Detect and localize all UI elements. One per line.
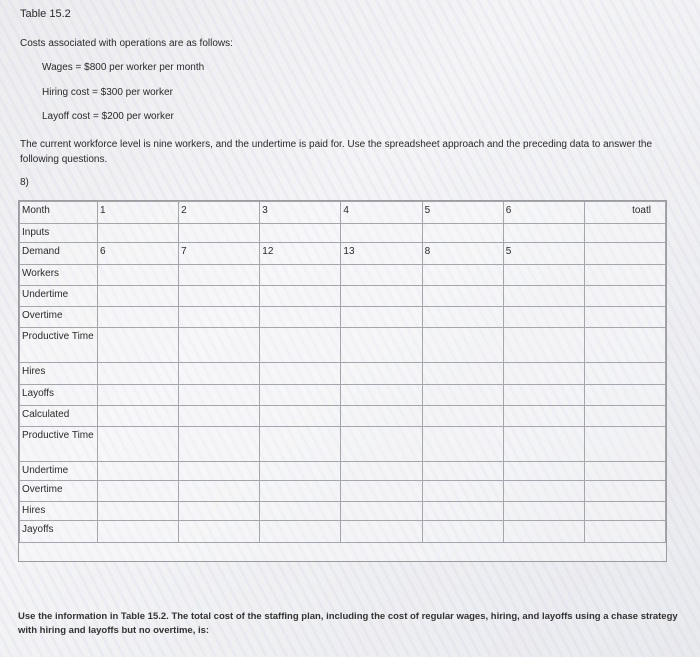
layoff-cost: Layoff cost = $200 per worker — [42, 111, 174, 122]
sheet-cell[interactable] — [179, 521, 260, 543]
table-title: Table 15.2 — [20, 8, 71, 20]
problem-statement — [0, 0, 700, 196]
sheet-cell[interactable] — [260, 521, 341, 543]
sheet-cell[interactable] — [341, 286, 422, 307]
sheet-cell[interactable] — [503, 521, 584, 543]
sheet-cell[interactable] — [179, 462, 260, 481]
sheet-cell[interactable] — [98, 328, 179, 363]
sheet-cell[interactable] — [179, 481, 260, 502]
sheet-cell[interactable] — [98, 427, 179, 462]
sheet-cell[interactable] — [260, 328, 341, 363]
table-row — [20, 481, 666, 502]
header-col-2[interactable]: 2 — [179, 202, 260, 224]
header-col-5[interactable]: 5 — [422, 202, 503, 224]
sheet-cell[interactable]: 7 — [179, 243, 260, 265]
sheet-cell[interactable] — [503, 224, 584, 243]
sheet-cell[interactable] — [422, 286, 503, 307]
sheet-cell[interactable] — [584, 286, 665, 307]
sheet-cell[interactable] — [260, 385, 341, 406]
sheet-cell[interactable] — [260, 224, 341, 243]
sheet-cell[interactable] — [260, 406, 341, 427]
sheet-cell[interactable] — [584, 521, 665, 543]
sheet-cell[interactable] — [584, 502, 665, 521]
header-col-4[interactable]: 4 — [341, 202, 422, 224]
sheet-cell[interactable] — [341, 363, 422, 385]
costs-intro: Costs associated with operations are as follows: — [20, 38, 233, 49]
sheet-cell[interactable] — [179, 265, 260, 286]
sheet-cell[interactable] — [260, 462, 341, 481]
question-text: Use the information in Table 15.2. The total cost of the staffing plan, including the cost of regular wages, hiring, and layoffs using a chase strategy with hiring and layoffs but no overtime, is: — [18, 611, 678, 636]
sheet-cell[interactable] — [503, 265, 584, 286]
table-row — [20, 462, 666, 481]
sheet-cell[interactable] — [422, 328, 503, 363]
sheet-cell[interactable] — [503, 286, 584, 307]
sheet-cell[interactable] — [179, 224, 260, 243]
sheet-cell[interactable] — [260, 363, 341, 385]
table-row — [20, 363, 666, 385]
sheet-cell[interactable] — [98, 286, 179, 307]
question-number: 8) — [20, 177, 29, 188]
sheet-cell[interactable] — [341, 521, 422, 543]
sheet-cell[interactable] — [179, 286, 260, 307]
row-label: Hires — [20, 363, 98, 385]
sheet-cell[interactable] — [260, 427, 341, 462]
sheet-cell[interactable] — [98, 224, 179, 243]
sheet-cell[interactable] — [422, 427, 503, 462]
sheet-cell[interactable] — [341, 502, 422, 521]
sheet-cell[interactable] — [260, 307, 341, 328]
table-row — [20, 328, 666, 363]
sheet-cell[interactable] — [422, 265, 503, 286]
sheet-cell[interactable] — [584, 328, 665, 363]
sheet-cell[interactable] — [341, 385, 422, 406]
sheet-cell[interactable] — [341, 406, 422, 427]
sheet-cell[interactable] — [584, 462, 665, 481]
sheet-cell[interactable] — [179, 385, 260, 406]
sheet-cell[interactable] — [260, 481, 341, 502]
wages-cost: Wages = $800 per worker per month — [42, 62, 205, 73]
table-row — [20, 427, 666, 462]
row-label: Overtime — [20, 307, 98, 328]
sheet-cell[interactable] — [503, 427, 584, 462]
table-row — [20, 307, 666, 328]
sheet-cell[interactable] — [422, 224, 503, 243]
sheet-cell[interactable] — [98, 385, 179, 406]
sheet-cell[interactable] — [260, 286, 341, 307]
sheet-cell[interactable] — [584, 385, 665, 406]
sheet-cell[interactable] — [503, 406, 584, 427]
spreadsheet-table — [19, 201, 666, 543]
row-label: Productive Time — [20, 427, 98, 462]
row-label: Workers — [20, 265, 98, 286]
sheet-cell[interactable] — [341, 307, 422, 328]
row-label: Demand — [20, 243, 98, 265]
row-label: Undertime — [20, 286, 98, 307]
sheet-cell[interactable] — [584, 243, 665, 265]
sheet-cell[interactable] — [260, 502, 341, 521]
sheet-cell[interactable] — [179, 307, 260, 328]
sheet-cell[interactable] — [341, 328, 422, 363]
table-row — [20, 286, 666, 307]
sheet-cell[interactable] — [503, 502, 584, 521]
spreadsheet — [18, 200, 667, 562]
sheet-cell[interactable] — [584, 427, 665, 462]
row-label: Productive Time — [20, 328, 98, 363]
sheet-cell[interactable]: 6 — [98, 243, 179, 265]
sheet-cell[interactable] — [584, 363, 665, 385]
header-row — [20, 202, 666, 224]
sheet-cell[interactable] — [503, 385, 584, 406]
sheet-cell[interactable] — [503, 363, 584, 385]
sheet-cell[interactable] — [584, 265, 665, 286]
sheet-cell[interactable]: 8 — [422, 243, 503, 265]
header-col-6[interactable]: 6 — [503, 202, 584, 224]
sheet-cell[interactable] — [503, 307, 584, 328]
sheet-cell[interactable] — [341, 427, 422, 462]
sheet-cell[interactable] — [98, 521, 179, 543]
table-row — [20, 502, 666, 521]
sheet-cell[interactable] — [422, 521, 503, 543]
table-row — [20, 521, 666, 543]
table-row — [20, 385, 666, 406]
sheet-cell[interactable] — [422, 502, 503, 521]
header-col-7[interactable]: toatl — [584, 202, 665, 224]
sheet-cell[interactable] — [98, 481, 179, 502]
sheet-cell[interactable] — [179, 363, 260, 385]
sheet-cell[interactable] — [341, 462, 422, 481]
sheet-cell[interactable] — [98, 462, 179, 481]
sheet-cell[interactable] — [98, 363, 179, 385]
sheet-cell[interactable] — [584, 481, 665, 502]
sheet-cell[interactable] — [503, 481, 584, 502]
hiring-cost: Hiring cost = $300 per worker — [42, 87, 173, 98]
sheet-cell[interactable] — [341, 224, 422, 243]
table-row — [20, 265, 666, 286]
row-label: Undertime — [20, 462, 98, 481]
sheet-cell[interactable] — [584, 406, 665, 427]
sheet-cell[interactable]: 12 — [260, 243, 341, 265]
row-label: Calculated — [20, 406, 98, 427]
sheet-cell[interactable] — [98, 265, 179, 286]
sheet-cell[interactable] — [422, 462, 503, 481]
sheet-cell[interactable] — [422, 363, 503, 385]
sheet-cell[interactable] — [179, 502, 260, 521]
sheet-cell[interactable] — [179, 406, 260, 427]
sheet-cell[interactable] — [179, 427, 260, 462]
table-row — [20, 224, 666, 243]
row-label: Overtime — [20, 481, 98, 502]
sheet-cell[interactable] — [422, 406, 503, 427]
row-label: Jayoffs — [20, 521, 98, 543]
instructions-paragraph: The current workforce level is nine workers, and the undertime is paid for. Use the spreadsheet approach and the preceding data to answer the following questions. — [20, 139, 653, 165]
table-row — [20, 243, 666, 265]
sheet-cell[interactable] — [422, 385, 503, 406]
header-month[interactable]: Month — [20, 202, 98, 224]
sheet-cell[interactable] — [341, 265, 422, 286]
sheet-cell[interactable] — [503, 328, 584, 363]
sheet-cell[interactable] — [260, 265, 341, 286]
row-label: Inputs — [20, 224, 98, 243]
row-label: Layoffs — [20, 385, 98, 406]
header-col-1[interactable]: 1 — [98, 202, 179, 224]
sheet-cell[interactable]: 13 — [341, 243, 422, 265]
sheet-cell[interactable] — [422, 481, 503, 502]
sheet-cell[interactable] — [98, 307, 179, 328]
sheet-cell[interactable] — [584, 224, 665, 243]
header-col-3[interactable]: 3 — [260, 202, 341, 224]
sheet-cell[interactable] — [584, 307, 665, 328]
table-row — [20, 406, 666, 427]
sheet-cell[interactable] — [98, 406, 179, 427]
sheet-cell[interactable] — [422, 307, 503, 328]
sheet-cell[interactable] — [179, 328, 260, 363]
sheet-cell[interactable]: 5 — [503, 243, 584, 265]
sheet-cell[interactable] — [98, 502, 179, 521]
sheet-cell[interactable] — [503, 462, 584, 481]
row-label: Hires — [20, 502, 98, 521]
sheet-cell[interactable] — [341, 481, 422, 502]
